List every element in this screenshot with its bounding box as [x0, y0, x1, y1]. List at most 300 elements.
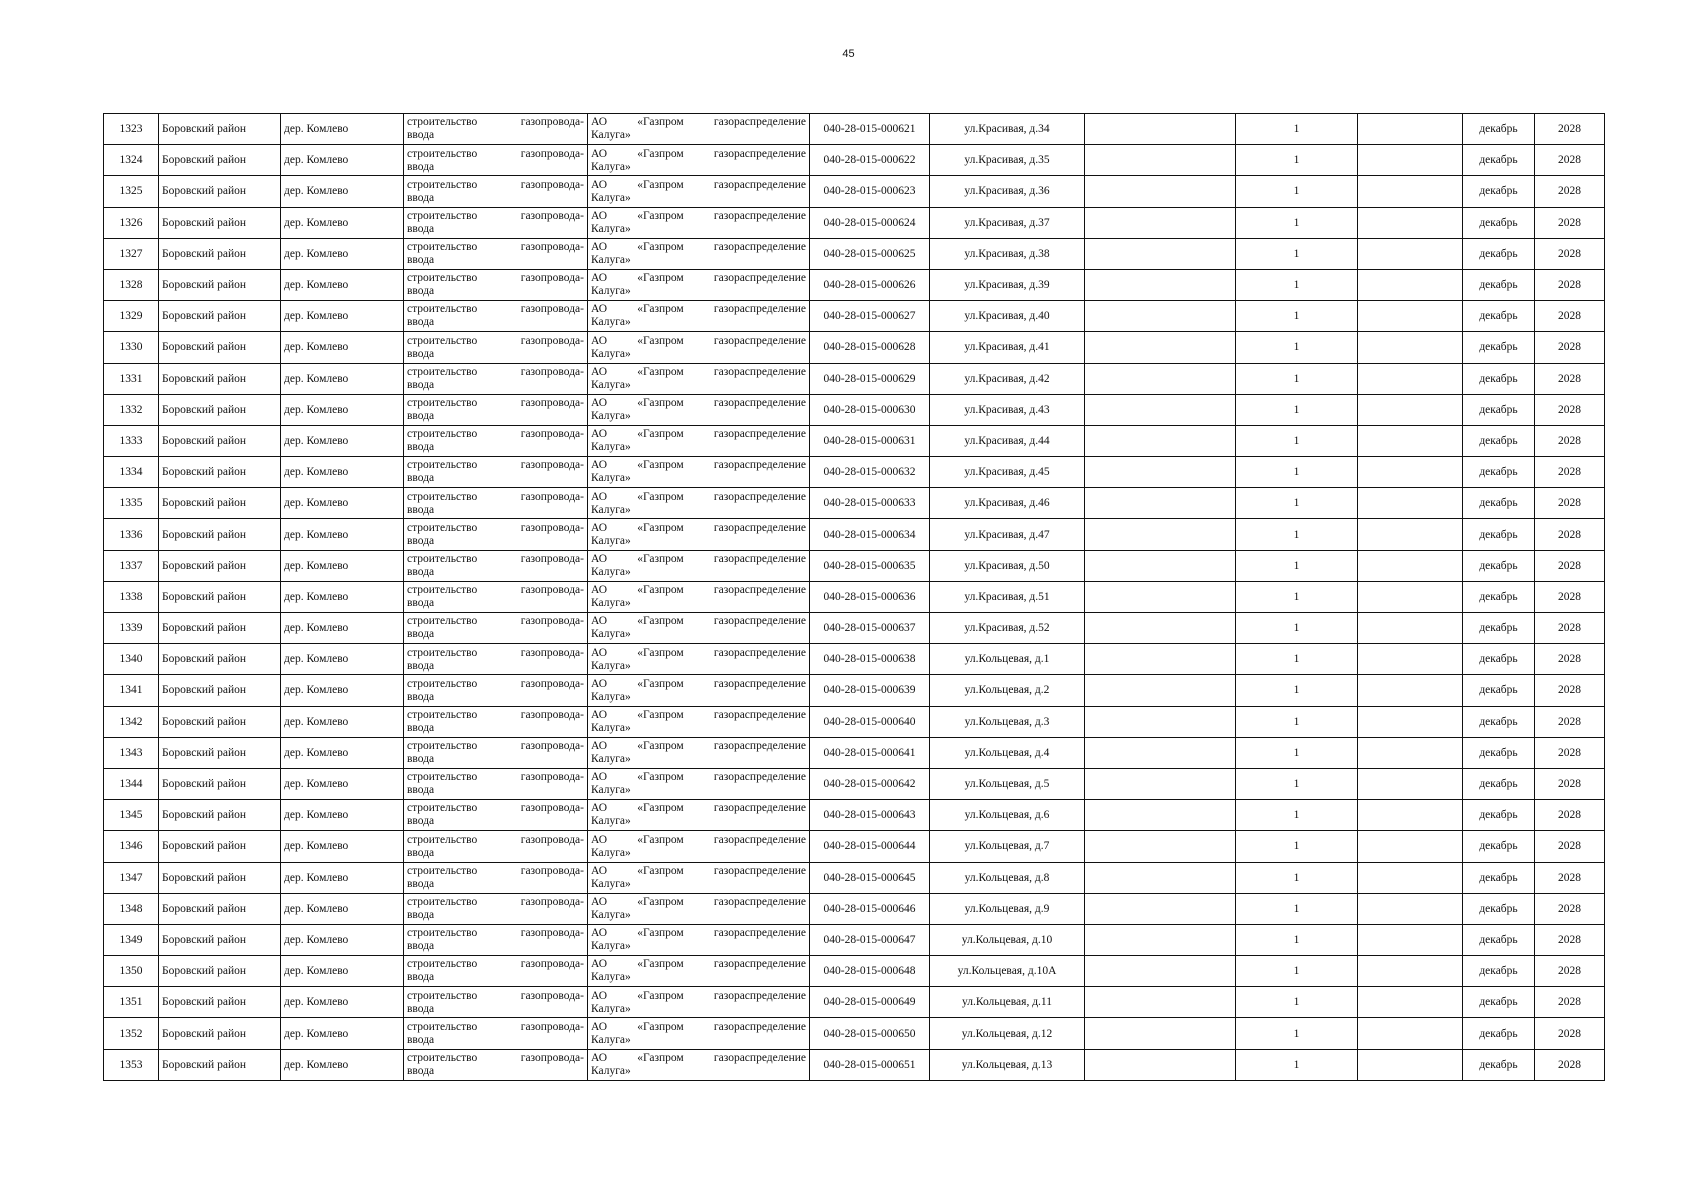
address-cell: ул.Кольцевая, д.7: [930, 831, 1085, 862]
quantity-cell: 1: [1236, 488, 1358, 519]
work-type-line-2: ввода: [407, 971, 435, 984]
organization-line-1: [591, 990, 806, 1003]
district-cell: Боровский район: [159, 706, 281, 737]
row-number: 1329: [104, 301, 159, 332]
work-type-line-1: [407, 522, 584, 535]
row-number: 1324: [104, 145, 159, 176]
quantity-cell: 1: [1236, 1049, 1358, 1080]
organization-cell: [588, 862, 810, 893]
organization-line-1: [591, 335, 806, 348]
organization-line-2: Калуга»: [591, 410, 631, 423]
organization-word-2: «Газпром: [637, 397, 684, 410]
year-cell: 2028: [1535, 644, 1605, 675]
locality-cell: дер. Комлево: [281, 176, 404, 207]
organization-cell: [588, 207, 810, 238]
address-cell: ул.Кольцевая, д.5: [930, 768, 1085, 799]
district-cell: Боровский район: [159, 581, 281, 612]
work-type-cell: [404, 987, 588, 1018]
table-row: [104, 1018, 1605, 1049]
row-number: 1348: [104, 893, 159, 924]
organization-line-2: Калуга»: [591, 597, 631, 610]
empty-cell: [1085, 550, 1236, 581]
empty-cell: [1358, 862, 1463, 893]
year-cell: 2028: [1535, 425, 1605, 456]
empty-cell: [1358, 207, 1463, 238]
work-type-line-1: [407, 210, 584, 223]
table-row: [104, 519, 1605, 550]
work-type-word-2: газопровода-: [520, 459, 584, 472]
organization-word-1: АО: [591, 864, 608, 877]
organization-word-2: «Газпром: [637, 958, 684, 971]
work-type-word-1: строительство: [407, 584, 478, 597]
work-type-word-1: строительство: [407, 1020, 478, 1033]
work-type-line-1: [407, 459, 584, 472]
organization-word-3: газораспределение: [713, 927, 806, 940]
table-row: [104, 831, 1605, 862]
table-row: [104, 301, 1605, 332]
month-cell: декабрь: [1463, 488, 1535, 519]
address-cell: ул.Красивая, д.44: [930, 425, 1085, 456]
organization-word-2: «Газпром: [637, 365, 684, 378]
empty-cell: [1085, 893, 1236, 924]
organization-word-1: АО: [591, 116, 608, 129]
organization-line-1: [591, 428, 806, 441]
month-cell: декабрь: [1463, 831, 1535, 862]
address-cell: ул.Красивая, д.40: [930, 301, 1085, 332]
empty-cell: [1085, 1049, 1236, 1080]
table-row: [104, 956, 1605, 987]
object-code-cell: 040-28-015-000645: [810, 862, 930, 893]
quantity-cell: 1: [1236, 363, 1358, 394]
month-cell: декабрь: [1463, 457, 1535, 488]
quantity-cell: 1: [1236, 768, 1358, 799]
work-type-cell: [404, 394, 588, 425]
quantity-cell: 1: [1236, 457, 1358, 488]
month-cell: декабрь: [1463, 800, 1535, 831]
organization-cell: [588, 457, 810, 488]
object-code-cell: 040-28-015-000651: [810, 1049, 930, 1080]
quantity-cell: 1: [1236, 862, 1358, 893]
quantity-cell: 1: [1236, 425, 1358, 456]
organization-line-2: Калуга»: [591, 940, 631, 953]
organization-line-1: [591, 303, 806, 316]
work-type-line-2: ввода: [407, 815, 435, 828]
organization-word-1: АО: [591, 272, 608, 285]
locality-cell: дер. Комлево: [281, 145, 404, 176]
organization-word-2: «Газпром: [637, 178, 684, 191]
address-cell: ул.Красивая, д.34: [930, 114, 1085, 145]
row-number: 1325: [104, 176, 159, 207]
organization-word-3: газораспределение: [713, 1051, 806, 1064]
work-type-word-2: газопровода-: [520, 490, 584, 503]
row-number: 1333: [104, 425, 159, 456]
year-cell: 2028: [1535, 145, 1605, 176]
work-type-word-1: строительство: [407, 428, 478, 441]
locality-cell: дер. Комлево: [281, 332, 404, 363]
address-cell: ул.Красивая, д.36: [930, 176, 1085, 207]
organization-cell: [588, 706, 810, 737]
organization-cell: [588, 768, 810, 799]
empty-cell: [1085, 644, 1236, 675]
month-cell: декабрь: [1463, 207, 1535, 238]
work-type-cell: [404, 613, 588, 644]
table-row: [104, 269, 1605, 300]
address-cell: ул.Кольцевая, д.10А: [930, 956, 1085, 987]
month-cell: декабрь: [1463, 332, 1535, 363]
empty-cell: [1085, 924, 1236, 955]
work-type-cell: [404, 675, 588, 706]
work-type-cell: [404, 269, 588, 300]
district-cell: Боровский район: [159, 644, 281, 675]
organization-word-2: «Газпром: [637, 241, 684, 254]
work-type-line-2: ввода: [407, 472, 435, 485]
year-cell: 2028: [1535, 862, 1605, 893]
locality-cell: дер. Комлево: [281, 238, 404, 269]
empty-cell: [1085, 301, 1236, 332]
work-type-word-1: строительство: [407, 740, 478, 753]
row-number: 1334: [104, 457, 159, 488]
address-cell: ул.Красивая, д.52: [930, 613, 1085, 644]
work-type-word-2: газопровода-: [520, 896, 584, 909]
table-row: [104, 768, 1605, 799]
empty-cell: [1358, 269, 1463, 300]
row-number: 1330: [104, 332, 159, 363]
year-cell: 2028: [1535, 893, 1605, 924]
organization-word-1: АО: [591, 802, 608, 815]
row-number: 1350: [104, 956, 159, 987]
work-type-word-2: газопровода-: [520, 303, 584, 316]
empty-cell: [1358, 1049, 1463, 1080]
work-type-line-1: [407, 958, 584, 971]
organization-line-2: Калуга»: [591, 565, 631, 578]
organization-word-3: газораспределение: [713, 958, 806, 971]
organization-word-3: газораспределение: [713, 802, 806, 815]
district-cell: Боровский район: [159, 145, 281, 176]
organization-line-1: [591, 958, 806, 971]
quantity-cell: 1: [1236, 114, 1358, 145]
work-type-cell: [404, 1049, 588, 1080]
organization-line-1: [591, 771, 806, 784]
object-code-cell: 040-28-015-000635: [810, 550, 930, 581]
organization-word-1: АО: [591, 428, 608, 441]
work-type-word-1: строительство: [407, 677, 478, 690]
organization-line-2: Калуга»: [591, 877, 631, 890]
organization-line-1: [591, 1052, 806, 1065]
work-type-cell: [404, 581, 588, 612]
work-type-word-2: газопровода-: [520, 646, 584, 659]
organization-word-2: «Газпром: [637, 833, 684, 846]
work-type-cell: [404, 924, 588, 955]
organization-word-2: «Газпром: [637, 584, 684, 597]
table-row: [104, 550, 1605, 581]
work-type-line-1: [407, 1052, 584, 1065]
table-row: [104, 114, 1605, 145]
organization-word-2: «Газпром: [637, 303, 684, 316]
organization-line-2: Калуга»: [591, 191, 631, 204]
organization-cell: [588, 425, 810, 456]
month-cell: декабрь: [1463, 862, 1535, 893]
address-cell: ул.Кольцевая, д.8: [930, 862, 1085, 893]
work-type-line-2: ввода: [407, 534, 435, 547]
district-cell: Боровский район: [159, 613, 281, 644]
table-row: [104, 862, 1605, 893]
organization-line-2: Калуга»: [591, 129, 631, 142]
locality-cell: дер. Комлево: [281, 207, 404, 238]
organization-line-2: Калуга»: [591, 971, 631, 984]
organization-word-2: «Газпром: [637, 428, 684, 441]
row-number: 1331: [104, 363, 159, 394]
work-type-cell: [404, 800, 588, 831]
organization-line-1: [591, 553, 806, 566]
work-type-cell: [404, 457, 588, 488]
row-number: 1340: [104, 644, 159, 675]
work-type-line-1: [407, 802, 584, 815]
empty-cell: [1085, 956, 1236, 987]
object-code-cell: 040-28-015-000621: [810, 114, 930, 145]
work-type-cell: [404, 332, 588, 363]
organization-word-2: «Газпром: [637, 864, 684, 877]
organization-cell: [588, 956, 810, 987]
work-type-cell: [404, 956, 588, 987]
work-type-line-1: [407, 397, 584, 410]
district-cell: Боровский район: [159, 488, 281, 519]
month-cell: декабрь: [1463, 893, 1535, 924]
work-type-word-2: газопровода-: [520, 989, 584, 1002]
organization-cell: [588, 613, 810, 644]
year-cell: 2028: [1535, 800, 1605, 831]
organization-word-3: газораспределение: [713, 708, 806, 721]
object-code-cell: 040-28-015-000632: [810, 457, 930, 488]
work-type-word-1: строительство: [407, 459, 478, 472]
empty-cell: [1358, 363, 1463, 394]
organization-cell: [588, 145, 810, 176]
month-cell: декабрь: [1463, 581, 1535, 612]
work-type-cell: [404, 238, 588, 269]
organization-line-1: [591, 491, 806, 504]
empty-cell: [1358, 145, 1463, 176]
address-cell: ул.Красивая, д.41: [930, 332, 1085, 363]
organization-line-1: [591, 647, 806, 660]
organization-line-2: Калуга»: [591, 1064, 631, 1077]
month-cell: декабрь: [1463, 425, 1535, 456]
organization-word-1: АО: [591, 896, 608, 909]
organization-cell: [588, 269, 810, 300]
work-type-word-2: газопровода-: [520, 241, 584, 254]
organization-word-1: АО: [591, 552, 608, 565]
locality-cell: дер. Комлево: [281, 706, 404, 737]
work-type-line-2: ввода: [407, 503, 435, 516]
organization-word-2: «Газпром: [637, 1051, 684, 1064]
object-code-cell: 040-28-015-000631: [810, 425, 930, 456]
organization-line-2: Калуга»: [591, 316, 631, 329]
table-row: [104, 332, 1605, 363]
locality-cell: дер. Комлево: [281, 737, 404, 768]
table-row: [104, 644, 1605, 675]
gas-connection-registry-table: [103, 113, 1605, 1081]
organization-word-1: АО: [591, 490, 608, 503]
organization-line-2: Калуга»: [591, 721, 631, 734]
quantity-cell: 1: [1236, 831, 1358, 862]
work-type-cell: [404, 425, 588, 456]
organization-cell: [588, 581, 810, 612]
address-cell: ул.Красивая, д.38: [930, 238, 1085, 269]
organization-word-1: АО: [591, 646, 608, 659]
district-cell: Боровский район: [159, 457, 281, 488]
address-cell: ул.Кольцевая, д.9: [930, 893, 1085, 924]
empty-cell: [1358, 394, 1463, 425]
organization-line-2: Калуга»: [591, 753, 631, 766]
quantity-cell: 1: [1236, 924, 1358, 955]
work-type-word-2: газопровода-: [520, 864, 584, 877]
organization-word-3: газораспределение: [713, 178, 806, 191]
work-type-cell: [404, 644, 588, 675]
organization-word-3: газораспределение: [713, 1020, 806, 1033]
district-cell: Боровский район: [159, 800, 281, 831]
year-cell: 2028: [1535, 581, 1605, 612]
quantity-cell: 1: [1236, 800, 1358, 831]
work-type-word-2: газопровода-: [520, 209, 584, 222]
organization-word-3: газораспределение: [713, 365, 806, 378]
district-cell: Боровский район: [159, 238, 281, 269]
row-number: 1339: [104, 613, 159, 644]
district-cell: Боровский район: [159, 519, 281, 550]
work-type-line-2: ввода: [407, 254, 435, 267]
row-number: 1327: [104, 238, 159, 269]
work-type-line-1: [407, 927, 584, 940]
organization-line-2: Калуга»: [591, 503, 631, 516]
month-cell: декабрь: [1463, 924, 1535, 955]
work-type-line-2: ввода: [407, 410, 435, 423]
organization-cell: [588, 550, 810, 581]
work-type-cell: [404, 737, 588, 768]
object-code-cell: 040-28-015-000630: [810, 394, 930, 425]
row-number: 1342: [104, 706, 159, 737]
object-code-cell: 040-28-015-000637: [810, 613, 930, 644]
row-number: 1344: [104, 768, 159, 799]
table-row: [104, 238, 1605, 269]
organization-line-2: Калуга»: [591, 472, 631, 485]
work-type-word-1: строительство: [407, 365, 478, 378]
empty-cell: [1358, 176, 1463, 207]
empty-cell: [1085, 114, 1236, 145]
work-type-line-2: ввода: [407, 940, 435, 953]
empty-cell: [1085, 737, 1236, 768]
organization-word-1: АО: [591, 708, 608, 721]
organization-line-2: Калуга»: [591, 441, 631, 454]
work-type-word-2: газопровода-: [520, 740, 584, 753]
work-type-line-1: [407, 896, 584, 909]
locality-cell: дер. Комлево: [281, 924, 404, 955]
organization-word-2: «Газпром: [637, 927, 684, 940]
work-type-cell: [404, 862, 588, 893]
organization-line-1: [591, 397, 806, 410]
address-cell: ул.Кольцевая, д.1: [930, 644, 1085, 675]
address-cell: ул.Кольцевая, д.11: [930, 987, 1085, 1018]
year-cell: 2028: [1535, 519, 1605, 550]
object-code-cell: 040-28-015-000628: [810, 332, 930, 363]
object-code-cell: 040-28-015-000623: [810, 176, 930, 207]
organization-word-3: газораспределение: [713, 615, 806, 628]
work-type-line-1: [407, 116, 584, 129]
address-cell: ул.Кольцевая, д.2: [930, 675, 1085, 706]
work-type-cell: [404, 706, 588, 737]
locality-cell: дер. Комлево: [281, 613, 404, 644]
empty-cell: [1085, 706, 1236, 737]
work-type-line-1: [407, 241, 584, 254]
work-type-line-2: ввода: [407, 347, 435, 360]
work-type-word-1: строительство: [407, 272, 478, 285]
organization-line-2: Калуга»: [591, 285, 631, 298]
organization-word-3: газораспределение: [713, 896, 806, 909]
table-row: [104, 893, 1605, 924]
organization-word-1: АО: [591, 303, 608, 316]
work-type-word-2: газопровода-: [520, 958, 584, 971]
empty-cell: [1085, 862, 1236, 893]
district-cell: Боровский район: [159, 1018, 281, 1049]
work-type-word-2: газопровода-: [520, 397, 584, 410]
organization-line-2: Калуга»: [591, 534, 631, 547]
empty-cell: [1085, 800, 1236, 831]
object-code-cell: 040-28-015-000643: [810, 800, 930, 831]
organization-word-1: АО: [591, 1051, 608, 1064]
district-cell: Боровский район: [159, 207, 281, 238]
work-type-cell: [404, 831, 588, 862]
year-cell: 2028: [1535, 394, 1605, 425]
month-cell: декабрь: [1463, 706, 1535, 737]
work-type-word-2: газопровода-: [520, 927, 584, 940]
quantity-cell: 1: [1236, 987, 1358, 1018]
year-cell: 2028: [1535, 956, 1605, 987]
empty-cell: [1358, 581, 1463, 612]
month-cell: декабрь: [1463, 675, 1535, 706]
district-cell: Боровский район: [159, 987, 281, 1018]
organization-word-2: «Газпром: [637, 116, 684, 129]
empty-cell: [1358, 675, 1463, 706]
empty-cell: [1085, 768, 1236, 799]
empty-cell: [1085, 831, 1236, 862]
organization-line-1: [591, 678, 806, 691]
organization-line-2: Калуга»: [591, 659, 631, 672]
organization-line-1: [591, 1021, 806, 1034]
row-number: 1345: [104, 800, 159, 831]
address-cell: ул.Кольцевая, д.4: [930, 737, 1085, 768]
district-cell: Боровский район: [159, 425, 281, 456]
district-cell: Боровский район: [159, 893, 281, 924]
organization-line-2: Калуга»: [591, 1002, 631, 1015]
work-type-line-1: [407, 647, 584, 660]
organization-word-3: газораспределение: [713, 147, 806, 160]
organization-cell: [588, 1018, 810, 1049]
locality-cell: дер. Комлево: [281, 550, 404, 581]
quantity-cell: 1: [1236, 956, 1358, 987]
empty-cell: [1085, 394, 1236, 425]
year-cell: 2028: [1535, 176, 1605, 207]
table-row: [104, 613, 1605, 644]
work-type-line-2: ввода: [407, 909, 435, 922]
object-code-cell: 040-28-015-000622: [810, 145, 930, 176]
organization-word-2: «Газпром: [637, 896, 684, 909]
district-cell: Боровский район: [159, 675, 281, 706]
work-type-line-2: ввода: [407, 316, 435, 329]
quantity-cell: 1: [1236, 269, 1358, 300]
year-cell: 2028: [1535, 363, 1605, 394]
quantity-cell: 1: [1236, 176, 1358, 207]
empty-cell: [1085, 675, 1236, 706]
work-type-word-2: газопровода-: [520, 584, 584, 597]
organization-word-2: «Газпром: [637, 646, 684, 659]
work-type-word-1: строительство: [407, 896, 478, 909]
quantity-cell: 1: [1236, 145, 1358, 176]
